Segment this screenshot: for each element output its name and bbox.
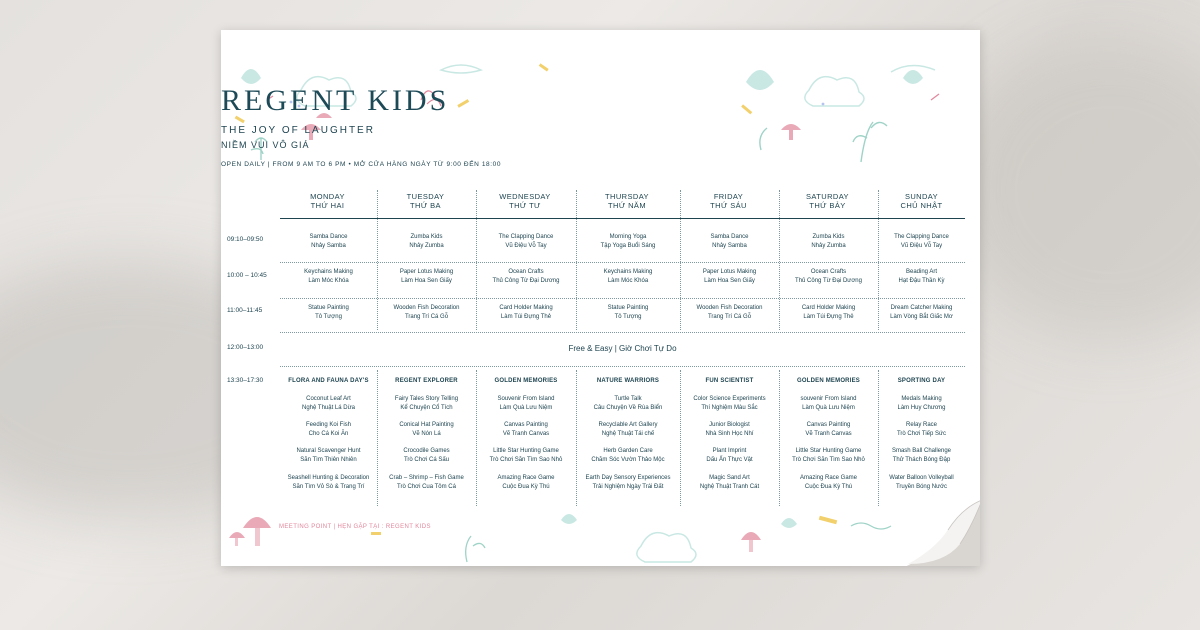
afternoon-activity-cell (379, 395, 474, 412)
activity-cell (682, 268, 777, 285)
activity-name-en: Samba Dance (710, 234, 749, 240)
activity-name-en: Plant Imprint (712, 448, 747, 454)
activity-name-en: Seashell Hunting & Decoration (287, 475, 370, 481)
schedule-poster (221, 30, 980, 566)
day-header (576, 192, 678, 210)
afternoon-activity-cell (478, 395, 574, 412)
activity-cell (478, 268, 574, 285)
afternoon-activity-cell (682, 474, 777, 491)
activity-name-vi: Trò Chơi Tiếp Sức (896, 430, 947, 437)
activity-name-vi: Nhảy Zumba (409, 242, 444, 249)
activity-name-en: Ocean Crafts (810, 269, 847, 275)
row-divider (280, 298, 965, 299)
activity-name-en: Relay Race (905, 422, 937, 428)
afternoon-activity-cell (379, 421, 474, 438)
activity-name-vi: Săn Tìm Vỏ Sò & Trang Trí (292, 483, 365, 490)
activity-name-en: Fairy Tales Story Telling (394, 396, 459, 402)
activity-name-vi: Thí Nghiệm Màu Sắc (701, 404, 758, 411)
day-name-en: FRIDAY (713, 192, 744, 201)
column-divider (878, 370, 879, 506)
activity-name-en: Canvas Painting (806, 422, 851, 428)
activity-name-vi: Vũ Điệu Vỗ Tay (505, 242, 547, 249)
activity-name-en: Canvas Painting (504, 422, 548, 428)
brand-title: REGENT KIDS (221, 84, 450, 117)
activity-name-en: Samba Dance (309, 234, 348, 240)
activity-name-en: Wooden Fish Decoration (696, 305, 763, 311)
afternoon-activity-cell (379, 447, 474, 464)
free-time-banner: Free & Easy | Giờ Chơi Tự Do (568, 344, 677, 353)
activity-name-en: Zumba Kids (410, 234, 443, 240)
afternoon-activity-cell (880, 474, 963, 491)
activity-name-vi: Vẽ Tranh Canvas (502, 430, 550, 437)
afternoon-activity-cell (578, 421, 678, 438)
afternoon-theme-title: SPORTING DAY (897, 378, 946, 384)
activity-name-en: Beading Art (905, 269, 938, 275)
activity-name-vi: Nhà Sinh Học Nhí (705, 430, 754, 437)
column-divider (377, 370, 378, 506)
afternoon-activity-cell (578, 474, 678, 491)
activity-name-en: Crocodile Games (403, 448, 450, 454)
activity-name-en: Morning Yoga (609, 234, 647, 240)
activity-name-vi: Nhảy Zumba (811, 242, 846, 249)
wall-shadow (950, 40, 1200, 340)
activity-name-en: Card Holder Making (801, 305, 856, 311)
activity-name-vi: Nhảy Samba (712, 242, 747, 249)
afternoon-theme-title: GOLDEN MEMORIES (494, 378, 558, 384)
activity-name-en: Earth Day Sensory Experiences (585, 475, 671, 481)
activity-name-vi: Làm Túi Đựng Thẻ (803, 313, 854, 320)
day-header (476, 192, 574, 210)
afternoon-activity-cell (781, 474, 876, 491)
activity-name-vi: Làm Huy Chương (897, 404, 946, 411)
activity-cell (379, 304, 474, 321)
tagline-english: THE JOY OF LAUGHTER (221, 125, 375, 136)
afternoon-activity-cell (781, 395, 876, 412)
day-name-vi: THỨ BẢY (809, 201, 846, 210)
activity-name-en: Card Holder Making (499, 305, 553, 311)
activity-name-vi: Kể Chuyện Cổ Tích (400, 404, 453, 411)
column-divider (476, 190, 477, 330)
activity-name-vi: Nghệ Thuật Tranh Cát (699, 483, 760, 490)
activity-name-vi: Tô Tượng (614, 313, 642, 320)
activity-cell (478, 304, 574, 321)
afternoon-activity-cell (578, 395, 678, 412)
day-name-en: SUNDAY (904, 192, 939, 201)
activity-name-en: Statue Painting (607, 305, 649, 311)
afternoon-theme-title: REGENT EXPLORER (395, 378, 458, 384)
activity-name-vi: Làm Móc Khóa (607, 277, 649, 284)
day-header (377, 192, 474, 210)
afternoon-activity-cell (781, 447, 876, 464)
day-name-vi: CHỦ NHẬT (900, 201, 943, 210)
activity-name-en: Natural Scavenger Hunt (296, 448, 361, 454)
activity-cell (282, 268, 375, 285)
day-name-vi: THỨ BA (410, 201, 441, 210)
activity-name-vi: Thủ Công Từ Đại Dương (795, 277, 862, 284)
activity-cell (880, 304, 963, 321)
activity-name-en: Junior Biologist (709, 422, 750, 428)
activity-name-vi: Truyền Bóng Nước (895, 483, 948, 490)
activity-name-vi: Trải Nghiệm Ngày Trái Đất (592, 483, 664, 490)
activity-name-vi: Trò Chơi Cua Tôm Cá (397, 483, 456, 490)
activity-cell (478, 233, 574, 250)
activity-name-vi: Nhảy Samba (311, 242, 346, 249)
day-name-vi: THỨ SÁU (710, 201, 747, 210)
column-divider (680, 370, 681, 506)
row-divider (280, 262, 965, 263)
column-divider (576, 190, 577, 330)
day-name-vi: THỨ HAI (310, 201, 345, 210)
activity-cell (379, 268, 474, 285)
activity-name-vi: Cuộc Đua Kỳ Thú (804, 483, 853, 490)
activity-name-en: Water Balloon Volleyball (889, 475, 954, 481)
afternoon-activity-cell (682, 421, 777, 438)
column-divider (878, 190, 879, 330)
activity-name-vi: Vẽ Tranh Canvas (805, 430, 852, 437)
activity-name-vi: Tô Tượng (315, 313, 342, 320)
day-header (878, 192, 965, 210)
activity-cell (682, 233, 777, 250)
activity-cell (781, 268, 876, 285)
activity-name-vi: Làm Quà Lưu Niệm (802, 404, 855, 411)
column-divider (377, 190, 378, 330)
activity-name-en: Keychains Making (304, 269, 353, 275)
afternoon-activity-cell (282, 421, 375, 438)
activity-name-en: Statue Painting (308, 305, 349, 311)
activity-cell (578, 304, 678, 321)
activity-name-vi: Nghệ Thuật Lá Dừa (302, 404, 355, 411)
activity-name-vi: Trò Chơi Cá Sấu (403, 456, 450, 463)
activity-name-en: Feeding Koi Fish (305, 422, 352, 428)
activity-name-vi: Làm Vòng Bắt Giấc Mơ (890, 313, 953, 320)
activity-name-vi: Săn Tìm Thiên Nhiên (300, 456, 357, 463)
row-divider (280, 366, 965, 367)
day-header-row (280, 190, 965, 219)
activity-name-en: Souvenir From Island (497, 396, 555, 402)
page-curl (902, 500, 980, 566)
activity-cell (379, 233, 474, 250)
activity-name-vi: Làm Túi Đựng Thẻ (500, 313, 552, 320)
afternoon-activity-cell (880, 395, 963, 412)
activity-name-en: Little Star Hunting Game (795, 448, 862, 454)
activity-name-vi: Làm Hoa Sen Giấy (704, 277, 755, 284)
activity-cell (880, 268, 963, 285)
column-divider (576, 370, 577, 506)
afternoon-activity-cell (682, 447, 777, 464)
day-name-en: WEDNESDAY (499, 192, 551, 201)
afternoon-activity-cell (682, 395, 777, 412)
activity-name-en: Amazing Race Game (497, 475, 555, 481)
activity-name-vi: Câu Chuyện Về Rùa Biển (593, 404, 663, 411)
afternoon-theme-title: NATURE WARRIORS (596, 378, 660, 384)
activity-name-en: Zumba Kids (812, 234, 845, 240)
opening-hours: OPEN DAILY | FROM 9 AM TO 6 PM • MỞ CỬA HÀNG NGÀY TỪ 9:00 ĐẾN 18:00 (221, 161, 502, 168)
activity-name-en: The Clapping Dance (894, 234, 949, 240)
activity-cell (781, 233, 876, 250)
activity-name-vi: Trò Chơi Săn Tìm Sao Nhỏ (792, 456, 865, 463)
activity-name-en: Paper Lotus Making (399, 269, 454, 275)
row-divider (280, 332, 965, 333)
activity-cell (282, 304, 375, 321)
activity-name-en: Paper Lotus Making (702, 269, 757, 275)
activity-name-vi: Trang Trí Cá Gỗ (404, 313, 449, 320)
activity-name-vi: Cho Cá Koi Ăn (308, 430, 349, 437)
time-slot-label: 12:00–13:00 (227, 344, 264, 351)
activity-cell (578, 233, 678, 250)
afternoon-theme-title: FLORA AND FAUNA DAY'S (288, 378, 369, 384)
activity-name-en: Keychains Making (603, 269, 653, 275)
afternoon-activity-cell (379, 474, 474, 491)
activity-name-vi: Làm Hoa Sen Giấy (401, 277, 452, 284)
activity-name-en: Medals Making (901, 396, 942, 402)
tagline-vietnamese: NIỀM VUI VÔ GIÁ (221, 140, 310, 150)
activity-name-en: Recyclable Art Gallery (598, 422, 658, 428)
activity-name-vi: Làm Quà Lưu Niệm (499, 404, 553, 411)
day-name-en: TUESDAY (406, 192, 445, 201)
activity-name-en: Wooden Fish Decoration (393, 305, 460, 311)
column-divider (476, 370, 477, 506)
time-slot-label: 10:00 – 10:45 (227, 272, 267, 279)
activity-name-en: Ocean Crafts (508, 269, 544, 275)
bottom-illustrations (221, 506, 980, 566)
afternoon-theme-title: GOLDEN MEMORIES (796, 378, 860, 384)
activity-cell (880, 233, 963, 250)
activity-name-en: Amazing Race Game (799, 475, 858, 481)
activity-cell (282, 233, 375, 250)
activity-name-en: Dream Catcher Making (890, 305, 953, 311)
activity-name-vi: Thủ Công Từ Đại Dương (492, 277, 560, 284)
afternoon-activity-cell (282, 447, 375, 464)
column-divider (680, 190, 681, 330)
afternoon-activity-cell (478, 474, 574, 491)
activity-name-vi: Làm Móc Khóa (308, 277, 349, 284)
activity-name-vi: Vũ Điệu Vỗ Tay (900, 242, 943, 249)
day-header (280, 192, 375, 210)
day-name-en: MONDAY (310, 192, 345, 201)
activity-name-en: Coconut Leaf Art (306, 396, 351, 402)
afternoon-activity-cell (282, 474, 375, 491)
activity-name-en: Smash Ball Challenge (891, 448, 952, 454)
column-divider (779, 370, 780, 506)
activity-name-en: Color Science Experiments (693, 396, 766, 402)
activity-name-vi: Nghệ Thuật Tái chế (601, 430, 655, 437)
afternoon-activity-cell (478, 447, 574, 464)
time-slot-label: 11:00–11:45 (227, 307, 263, 314)
day-name-vi: THỨ TƯ (509, 201, 541, 210)
afternoon-activity-cell (478, 421, 574, 438)
activity-name-en: Little Star Hunting Game (493, 448, 559, 454)
time-slot-label: 13:30–17:30 (227, 377, 264, 384)
afternoon-activity-cell (880, 421, 963, 438)
activity-cell (578, 268, 678, 285)
activity-name-en: Turtle Talk (614, 396, 642, 402)
activity-name-vi: Chăm Sóc Vườn Thảo Mộc (591, 456, 665, 463)
activity-cell (781, 304, 876, 321)
meeting-point: MEETING POINT | HẸN GẶP TẠI : REGENT KIDS (279, 524, 431, 530)
column-divider (779, 190, 780, 330)
afternoon-activity-cell (781, 421, 876, 438)
activity-name-vi: Dấu Ấn Thực Vật (706, 456, 753, 463)
activity-name-en: Magic Sand Art (709, 475, 750, 481)
activity-name-en: Conical Hat Painting (399, 422, 454, 428)
activity-name-vi: Trò Chơi Săn Tìm Sao Nhỏ (489, 456, 563, 463)
activity-name-vi: Thử Thách Bóng Đập (892, 456, 951, 463)
activity-name-vi: Cuộc Đua Kỳ Thú (502, 483, 550, 490)
time-slot-label: 09:10–09:50 (227, 236, 264, 243)
day-header (779, 192, 876, 210)
activity-name-vi: Hạt Đậu Thần Kỳ (898, 277, 945, 284)
day-name-en: THURSDAY (605, 192, 649, 201)
activity-name-en: Crab – Shrimp – Fish Game (389, 475, 464, 481)
activity-name-en: souvenir From Island (800, 396, 857, 402)
afternoon-activity-cell (880, 447, 963, 464)
afternoon-activity-cell (282, 395, 375, 412)
activity-name-en: Herb Garden Care (603, 448, 653, 454)
day-name-en: SATURDAY (806, 192, 849, 201)
day-header (680, 192, 777, 210)
activity-name-en: The Clapping Dance (498, 234, 554, 240)
day-name-vi: THỨ NĂM (608, 201, 646, 210)
afternoon-activity-cell (578, 447, 678, 464)
activity-name-vi: Trang Trí Cá Gỗ (707, 313, 752, 320)
activity-cell (682, 304, 777, 321)
activity-name-vi: Tập Yoga Buổi Sáng (600, 242, 656, 249)
activity-name-vi: Vẽ Nón Lá (412, 430, 441, 437)
afternoon-theme-title: FUN SCIENTIST (705, 378, 754, 384)
